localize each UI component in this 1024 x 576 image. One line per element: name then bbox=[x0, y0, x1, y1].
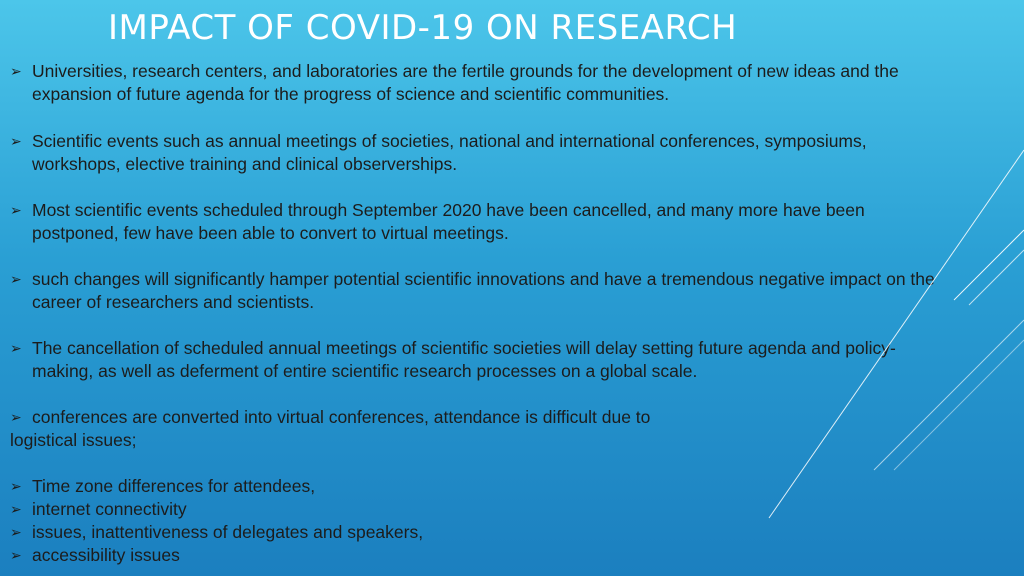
bullet-text: Most scientific events scheduled through September 2020 have been cancelled, and many more have been postponed, few have been able to convert to virtual meetings. bbox=[32, 200, 865, 243]
bullet-text: such changes will significantly hamper potential scientific innovations and have a tremendous negative impact on the career of researchers and scientists. bbox=[32, 269, 935, 312]
bullet-text: issues, inattentiveness of delegates and speakers, bbox=[32, 522, 424, 542]
bullet-text: Time zone differences for attendees, bbox=[32, 476, 316, 496]
deco-line bbox=[969, 250, 1024, 305]
bullet-text: Scientific events such as annual meetings of societies, national and international conferences, symposiums, workshops, elective training and clinical observerships. bbox=[32, 131, 867, 174]
arrow-bullet-icon: ➢ bbox=[10, 271, 22, 287]
deco-line bbox=[894, 340, 1024, 470]
arrow-bullet-icon: ➢ bbox=[10, 478, 22, 494]
bullet-text: accessibility issues bbox=[32, 545, 180, 565]
arrow-bullet-icon: ➢ bbox=[10, 547, 22, 563]
arrow-bullet-icon: ➢ bbox=[10, 524, 22, 540]
deco-line bbox=[874, 320, 1024, 470]
bullet-text: The cancellation of scheduled annual meetings of scientific societies will delay setting future agenda and policy-making, as well as deferment of entire scientific research processes on a global scale. bbox=[32, 338, 896, 381]
arrow-bullet-icon: ➢ bbox=[10, 63, 22, 79]
arrow-bullet-icon: ➢ bbox=[10, 133, 22, 149]
bullet-text: internet connectivity bbox=[32, 499, 187, 519]
arrow-bullet-icon: ➢ bbox=[10, 409, 22, 425]
bullet-text: Universities, research centers, and laboratories are the fertile grounds for the development of new ideas and the expansion of future agenda for the progress of science and scientific communities. bbox=[32, 61, 899, 104]
arrow-bullet-icon: ➢ bbox=[10, 202, 22, 218]
bullet-continuation: logistical issues; bbox=[10, 430, 137, 450]
arrow-bullet-icon: ➢ bbox=[10, 340, 22, 356]
arrow-bullet-icon: ➢ bbox=[10, 501, 22, 517]
deco-line bbox=[954, 230, 1024, 300]
decorative-lines bbox=[764, 0, 1024, 576]
slide-title: IMPACT OF COVID-19 ON RESEARCH bbox=[108, 8, 738, 48]
deco-line bbox=[769, 150, 1024, 518]
bullet-text: conferences are converted into virtual conferences, attendance is difficult due to bbox=[32, 407, 651, 427]
